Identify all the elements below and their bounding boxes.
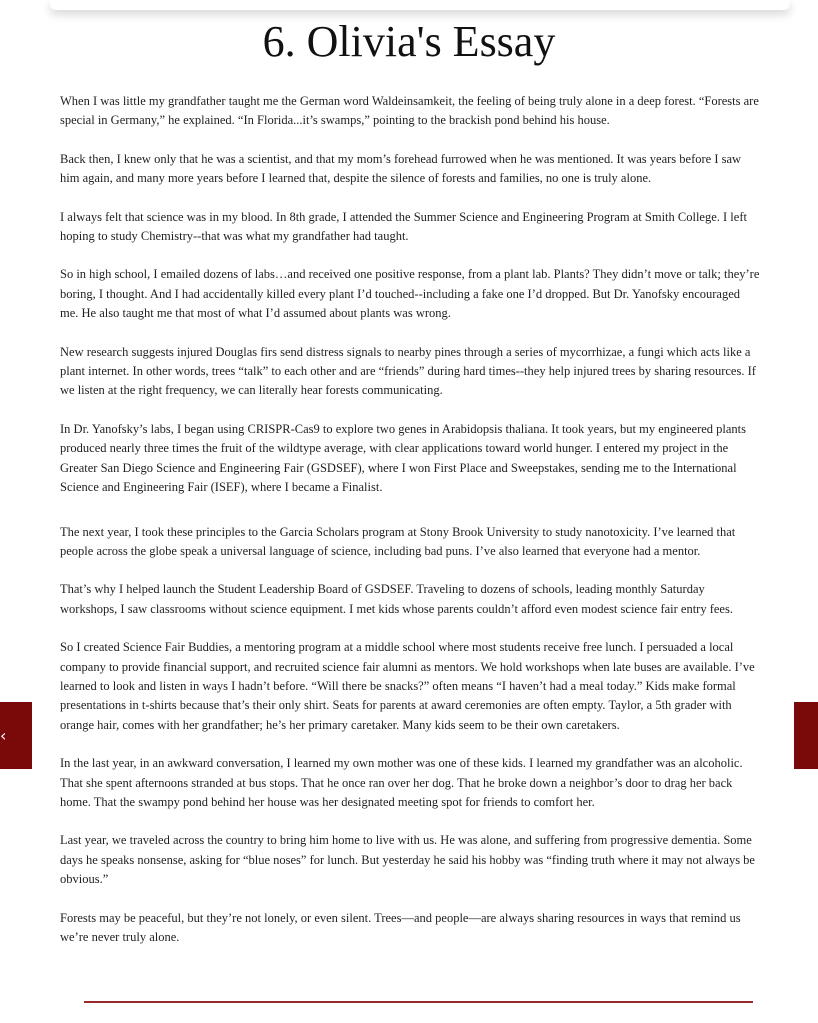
bottom-divider — [84, 1001, 753, 1003]
previous-page-button[interactable] — [0, 702, 32, 769]
essay-paragraph: I always felt that science was in my blood. In 8th grade, I attended the Summer Science and Engineering Program at Smith College. I left hoping to study Chemistry--that was what my grandfather had taught. — [60, 209, 747, 244]
essay-paragraph: That’s why I helped launch the Student Leadership Board of GSDSEF. Traveling to dozens of schools, leading monthly Saturday workshops, I saw classrooms without science equipment. I met kids whose parents couldn’t afford even modest science fair entry fees. — [60, 582, 733, 616]
essay-paragraph: So in high school, I emailed dozens of labs…and received one positive response, from a plant lab. Plants? They didn’t move or talk; they’re boring, I thought. And I had accidentally killed every plant I’d touched--including a fake one I’d dropped. But Dr. Yanofsky encouraged me. He also taught me that most of what I’d assumed about plants was wrong. — [60, 267, 760, 321]
essay-paragraph: Back then, I knew only that he was a scientist, and that my mom’s forehead furrowed when he was mentioned. It was years before I saw him again, and many more years before I learned that, despite the silence of forests and families, no one is truly alone. — [60, 151, 742, 186]
chevron-left-icon: ‹ — [0, 726, 7, 745]
essay-paragraph: The next year, I took these principles to the Garcia Scholars program at Stony Brook University to study nanotoxicity. I’ve learned that people across the globe speak a universal language of science, including bad puns. I’ve also learned that everyone had a mentor. — [60, 524, 736, 558]
essay-paragraph: In the last year, in an awkward conversation, I learned my own mother was one of these kids. I learned my grandfather was an alcoholic. That she spent afternoons stranded at bus stops. That he once ran over her dog. That he broke down a neighbor’s door to drag her back home. That the swampy pond behind her house was her designated meeting spot for friends to comfort her. — [60, 756, 743, 809]
essay-paragraph: When I was little my grandfather taught me the German word Waldeinsamkeit, the feeling of being truly alone in a deep forest. “Forests are special in Germany,” he explained. “In Florida...it’s swamps,” pointing to the brackish pond behind his house. — [60, 94, 759, 128]
essay-paragraph: So I created Science Fair Buddies, a mentoring program at a middle school where most students receive free lunch. I persuaded a local company to provide financial support, and recruited science fair alumni as mentors. We hold workshops when late buses are available. I’ve learned to look and listen in ways I hadn’t before. “Will there be snacks?” often means “I haven’t had a meal today.” Kids make formal presentations in t-shirts because that’s their only shirt. Seats for parents at award ceremonies are often empty. Taylor, a 5th grader with orange hair, comes with her grandfather; he’s her primary caretaker. Many kids seem to be their own caretakers. — [60, 640, 755, 732]
essay-paragraph: In Dr. Yanofsky’s labs, I began using CRISPR-Cas9 to explore two genes in Arabidopsis thaliana. It took years, but my engineered plants produced nearly three times the fruit of the wildtype average, with clear applications toward world hunger. I entered my project in the Greater San Diego Science and Engineering Fair (GSDSEF), where I won First Place and Sweepstakes, sending me to the International Science and Engineering Fair (ISEF), where I became a Finalist. — [60, 421, 747, 495]
essay-body — [60, 92, 760, 966]
page-title: 6. Olivia's Essay — [262, 17, 556, 66]
essay-paragraph: Forests may be peaceful, but they’re not lonely, or even silent. Trees—and people—are always sharing resources in ways that remind us we’re never truly alone. — [60, 910, 741, 944]
essay-paragraph: Last year, we traveled across the country to bring him home to live with us. He was alone, and suffering from progressive dementia. Some days he speaks nonsense, asking for “blue noses” for lunch. But yesterday he said his hobby was “finding truth where it may not always be obvious.” — [60, 833, 755, 887]
next-page-button[interactable] — [794, 702, 818, 769]
essay-paragraph: New research suggests injured Douglas firs send distress signals to nearby pines through a series of mycorrhizae, a fungi which acts like a plant internet. In other words, trees “talk” to each other and are “friends” during hard times--they help injured trees by sharing resources. If we listen at the right frequency, we can literally hear forests communicating. — [60, 344, 756, 398]
